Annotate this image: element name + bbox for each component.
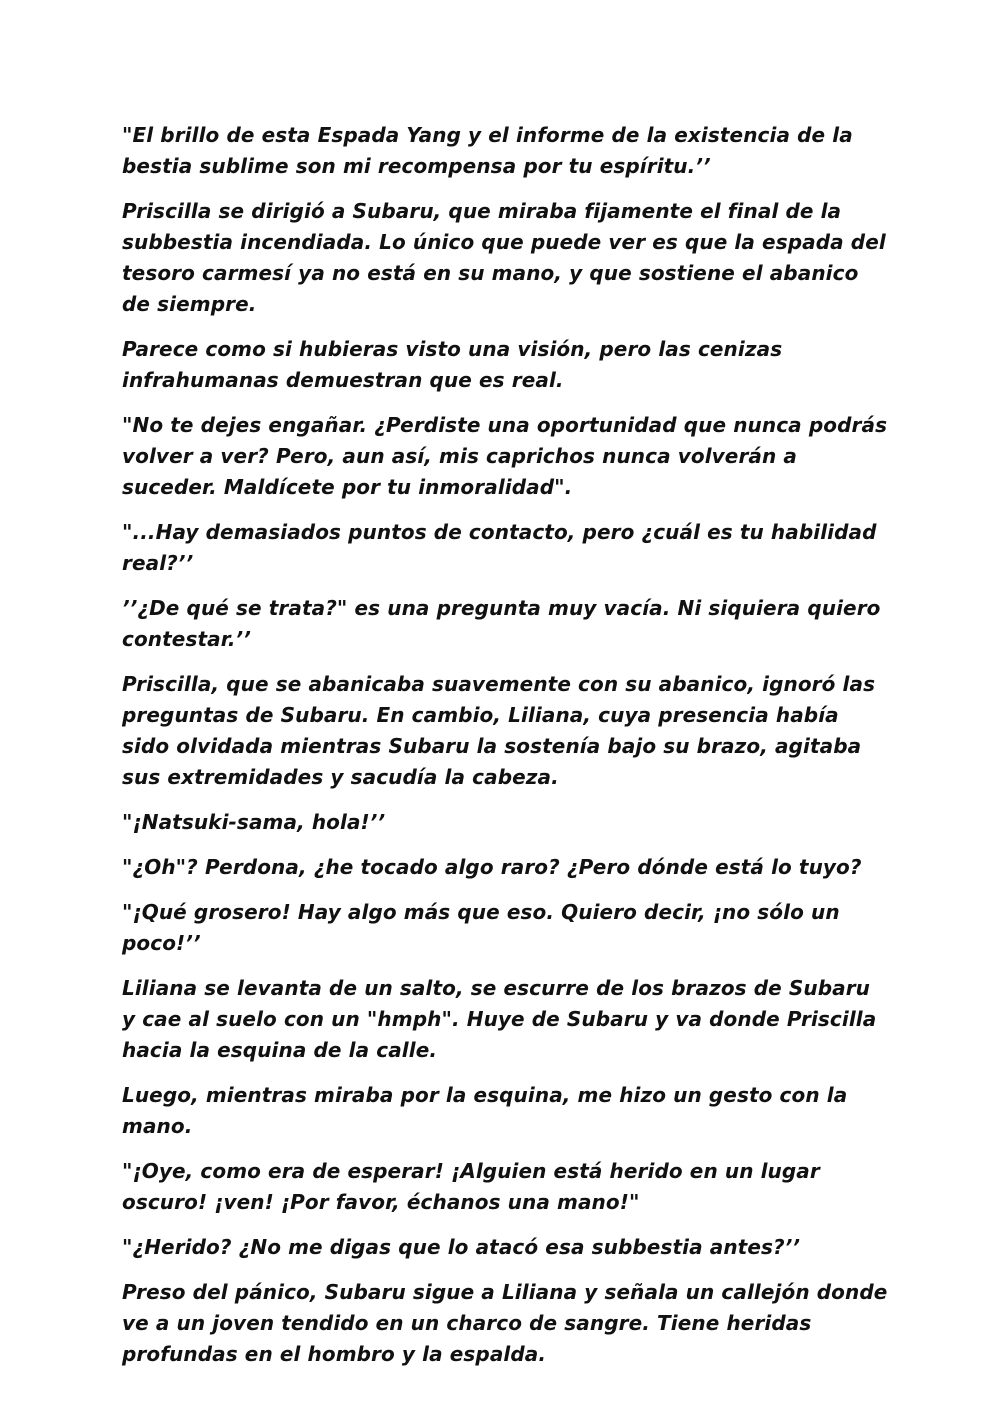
paragraph-4: "No te dejes engañar. ¿Perdiste una oportunidad que nunca podrás volver a ver? Pero, aun así, mis caprichos nunca volverán a suceder. Maldícete por tu inmoralidad". — [122, 413, 888, 499]
paragraph-7: Priscilla, que se abanicaba suavemente con su abanico, ignoró las preguntas de Subaru. En cambio, Liliana, cuya presencia había sido olvidada mientras Subaru la sostenía bajo su brazo, agitaba sus extremidades y sacudía la cabeza. — [122, 672, 876, 789]
paragraph-12: Luego, mientras miraba por la esquina, me hizo un gesto con la mano. — [122, 1083, 848, 1138]
paragraph-5: "...Hay demasiados puntos de contacto, pero ¿cuál es tu habilidad real?’’ — [122, 520, 877, 575]
paragraph-1: "El brillo de esta Espada Yang y el informe de la existencia de la bestia sublime son mi recompensa por tu espíritu.’’ — [122, 123, 853, 178]
paragraph-3: Parece como si hubieras visto una visión, pero las cenizas infrahumanas demuestran que es real. — [122, 337, 783, 392]
paragraph-11: Liliana se levanta de un salto, se escurre de los brazos de Subaru y cae al suelo con un "hmph". Huye de Subaru y va donde Priscilla hacia la esquina de la calle. — [122, 976, 877, 1062]
paragraph-9: "¿Oh"? Perdona, ¿he tocado algo raro? ¿Pero dónde está lo tuyo? — [122, 855, 862, 879]
paragraph-2: Priscilla se dirigió a Subaru, que miraba fijamente el final de la subbestia incendiada. Lo único que puede ver es que la espada del tesoro carmesí ya no está en su mano, y que sostiene el abanico de siempre. — [122, 199, 886, 316]
paragraph-8: "¡Natsuki-sama, hola!’’ — [122, 810, 386, 834]
paragraph-6: ’’¿De qué se trata?" es una pregunta muy vacía. Ni siquiera quiero contestar.’’ — [122, 596, 881, 651]
paragraph-10: "¡Qué grosero! Hay algo más que eso. Quiero decir, ¡no sólo un poco!’’ — [122, 900, 840, 955]
paragraph-13: "¡Oye, como era de esperar! ¡Alguien está herido en un lugar oscuro! ¡ven! ¡Por favor, échanos una mano!" — [122, 1159, 820, 1214]
document-page — [122, 120, 888, 1384]
paragraph-15: Preso del pánico, Subaru sigue a Liliana y señala un callejón donde ve a un joven tendido en un charco de sangre. Tiene heridas profundas en el hombro y la espalda. — [122, 1280, 888, 1366]
paragraph-14: "¿Herido? ¿No me digas que lo atacó esa subbestia antes?’’ — [122, 1235, 801, 1259]
